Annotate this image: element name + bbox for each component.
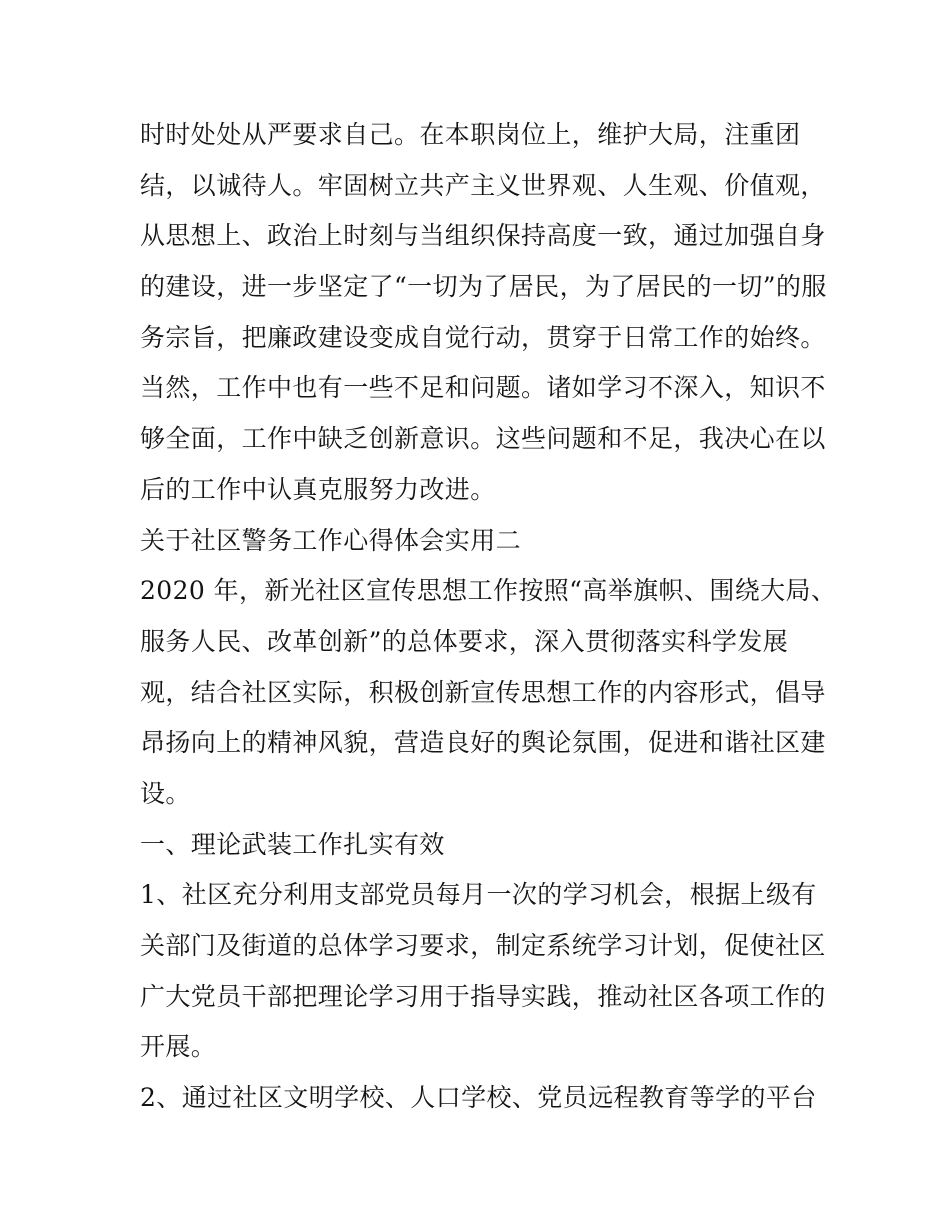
text-line: 务宗旨，把廉政建设变成自觉行动，贯穿于日常工作的始终。 — [140, 322, 826, 352]
text-line: 观，结合社区实际，积极创新宣传思想工作的内容形式，倡导 — [140, 677, 826, 707]
text-line: 够全面，工作中缺乏创新意识。这些问题和不足，我决心在以 — [140, 424, 826, 454]
text-line: 时时处处从严要求自己。在本职岗位上，维护大局，注重团 — [140, 120, 801, 149]
text-line: 广大党员干部把理论学习用于指导实践，推动社区各项工作的 — [140, 981, 826, 1011]
text-line: 2020 年，新光社区宣传思想工作按照“高举旗帜、围绕大局、 — [140, 576, 837, 606]
text-line: 2、通过社区文明学校、人口学校、党员远程教育等学的平台 — [140, 1083, 817, 1113]
text-line: 后的工作中认真克服努力改进。 — [140, 474, 496, 504]
text-line: 从思想上、政治上时刻与当组织保持高度一致，通过加强自身 — [140, 221, 826, 251]
section-title: 关于社区警务工作心得体会实用二 — [140, 525, 522, 555]
text-line: 当然，工作中也有一些不足和问题。诸如学习不深入，知识不 — [140, 373, 826, 403]
text-line: 关部门及街道的总体学习要求，制定系统学习计划，促使社区 — [140, 931, 826, 960]
section-heading: 一、理论武装工作扎实有效 — [140, 829, 445, 859]
text-line: 1、社区充分利用支部党员每月一次的学习机会，根据上级有 — [140, 880, 817, 910]
text-line: 昂扬向上的精神风貌，营造良好的舆论氛围，促进和谐社区建 — [140, 728, 826, 758]
document-body — [140, 110, 837, 1124]
text-line: 设。 — [140, 778, 191, 808]
text-line: 开展。 — [140, 1032, 217, 1062]
text-line: 服务人民、改革创新”的总体要求，深入贯彻落实科学发展 — [140, 626, 789, 656]
text-line: 结，以诚待人。牢固树立共产主义世界观、人生观、价值观， — [140, 170, 826, 200]
text-line: 的建设，进一步坚定了“一切为了居民，为了居民的一切”的服 — [140, 272, 827, 302]
